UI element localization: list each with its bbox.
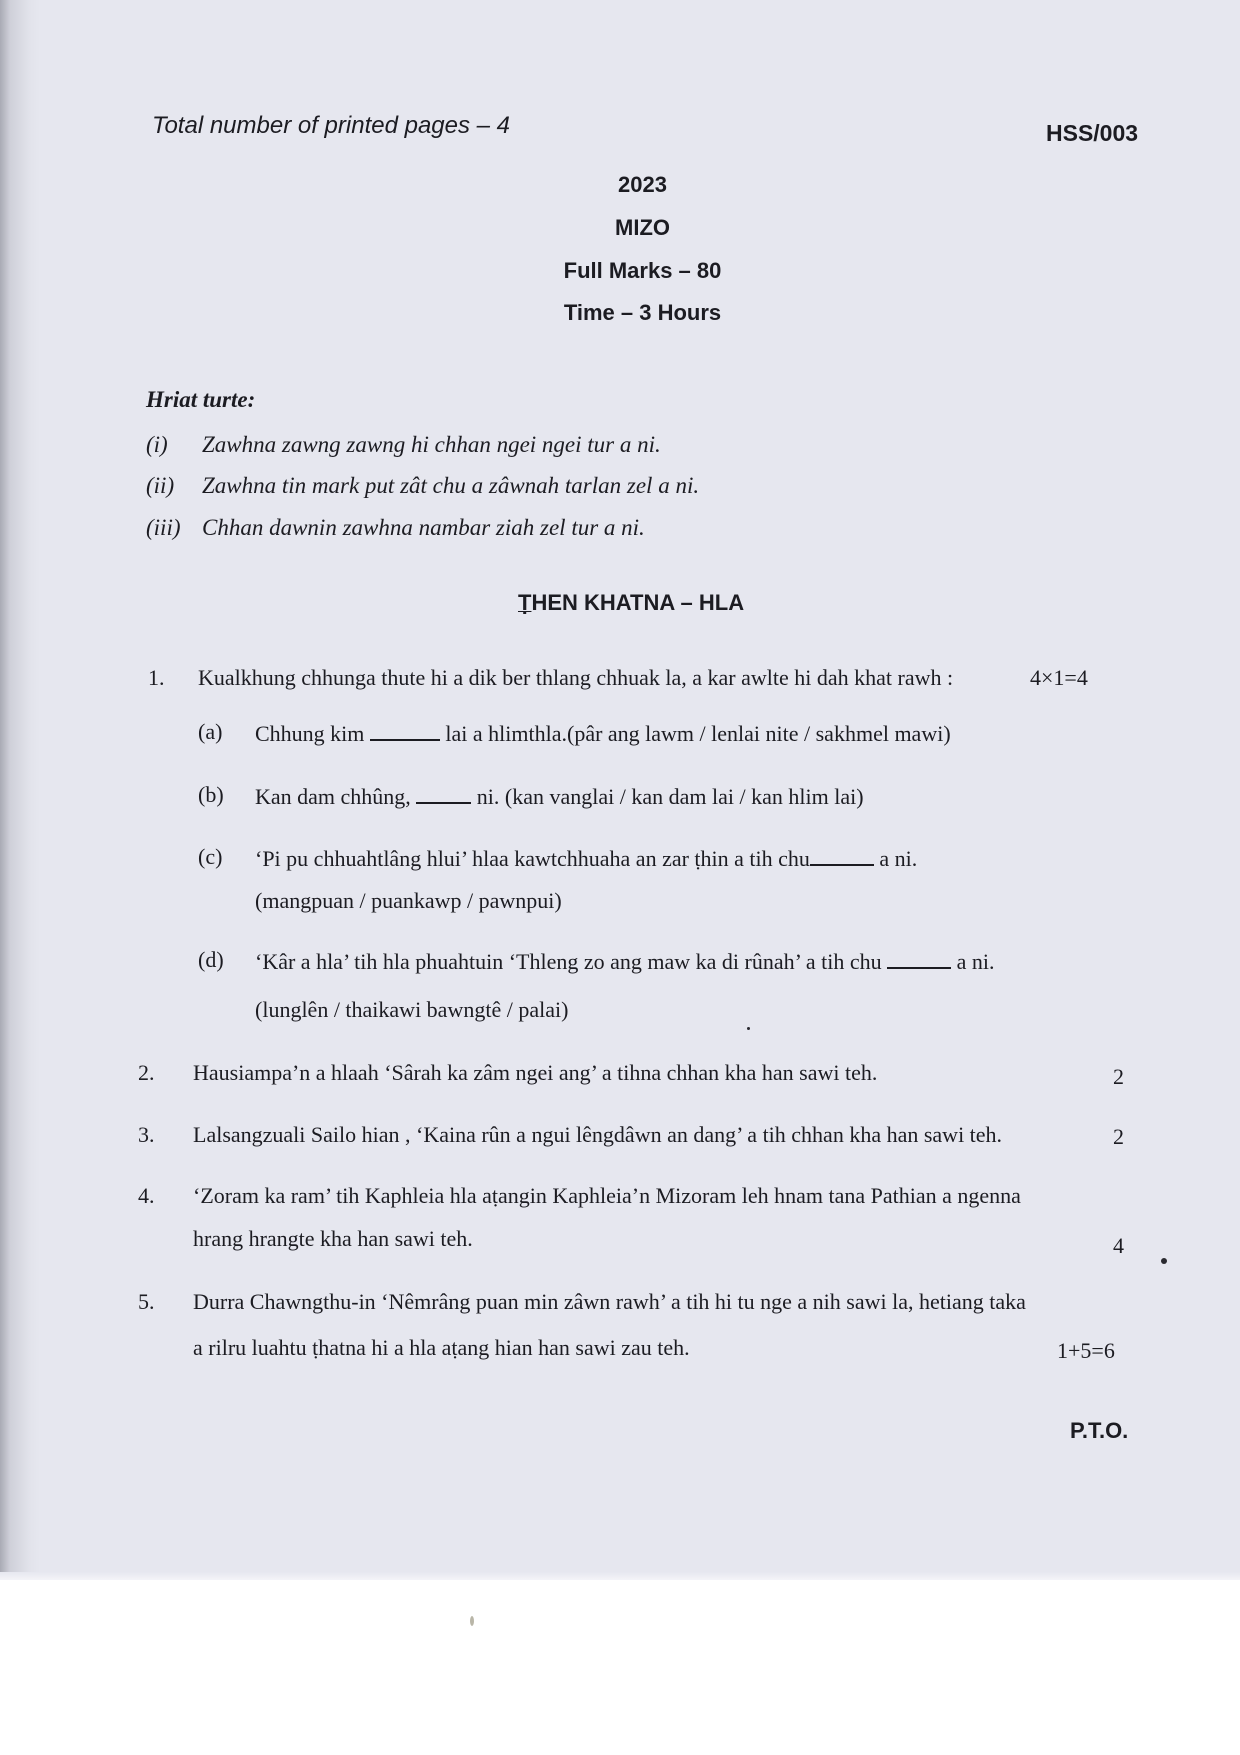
instruction-number: (i) <box>146 432 168 457</box>
answer-blank <box>416 782 471 804</box>
subquestion-text: lai a hlimthla.(pâr ang lawm / lenlai nite / sakhmel mawi) <box>445 720 951 746</box>
subquestion-text: a ni. <box>956 948 995 974</box>
instruction-text: Zawhna tin mark put zât chu a zâwnah tarlan zel a ni. <box>202 473 700 498</box>
answer-blank <box>887 947 951 969</box>
please-turn-over: P.T.O. <box>1070 1418 1129 1443</box>
question-text: Kualkhung chhunga thute hi a dik ber thlang chhuak la, a kar awlte hi dah khat rawh : <box>198 665 954 690</box>
scan-speck <box>747 1027 750 1030</box>
section-heading-title: HEN KHATNA – HLA <box>531 590 745 615</box>
instruction-text: Zawhna zawng zawng hi chhan ngei ngei tur a ni. <box>202 432 661 457</box>
question-marks: 4×1=4 <box>1030 665 1088 690</box>
subquestion-text: Chhung kim <box>255 720 365 746</box>
instruction-text: Chhan dawnin zawhna nambar ziah zel tur a ni. <box>202 515 645 540</box>
scan-speck <box>470 1616 474 1626</box>
subquestion-text: ni. (kan vanglai / kan dam lai / kan hlim lai) <box>476 783 864 809</box>
subquestion-c <box>255 844 917 872</box>
exam-year: 2023 <box>618 172 667 197</box>
question-marks: 2 <box>1113 1064 1124 1089</box>
printed-pages-note: Total number of printed pages – 4 <box>152 112 511 139</box>
subquestion-text: ‘Kâr a hla’ tih hla phuahtuin ‘Thleng zo ang maw ka di rûnah’ a tih chu <box>255 948 882 974</box>
subquestion-label: (a) <box>198 719 223 744</box>
question-number: 2. <box>138 1060 155 1085</box>
question-marks: 4 <box>1113 1233 1124 1258</box>
time-allowed: Time – 3 Hours <box>563 300 722 325</box>
question-number: 5. <box>138 1289 155 1314</box>
paper-code: HSS/003 <box>1046 120 1139 146</box>
answer-blank <box>810 844 874 866</box>
question-text: Hausiampa’n a hlaah ‘Sârah ka zâm ngei ang’ a tihna chhan kha han sawi teh. <box>193 1060 878 1085</box>
question-text: Durra Chawngthu-in ‘Nêmrâng puan min zâwn rawh’ a tih hi tu nge a nih sawi la, hetiang taka <box>193 1289 1026 1314</box>
section-heading-prefix: Ṭ <box>518 590 532 615</box>
question-text: hrang hrangte kha han sawi teh. <box>193 1226 473 1251</box>
scan-speck <box>1161 1258 1167 1264</box>
question-number: 3. <box>138 1122 155 1147</box>
subquestion-d <box>255 947 994 975</box>
question-text: Lalsangzuali Sailo hian , ‘Kaina rûn a ngui lêngdâwn an dang’ a tih chhan kha han sawi teh. <box>193 1122 1003 1147</box>
page-bottom-edge <box>0 1572 1240 1580</box>
question-marks: 1+5=6 <box>1057 1338 1115 1363</box>
subquestion-label: (b) <box>198 782 224 807</box>
subquestion-text: Kan dam chhûng, <box>255 783 411 809</box>
subquestion-text: ‘Pi pu chhuahtlâng hlui’ hlaa kawtchhuaha an zar ṭhin a tih chu <box>255 845 810 871</box>
answer-blank <box>370 719 440 741</box>
instruction-number: (iii) <box>146 515 181 540</box>
subquestion-label: (d) <box>198 947 224 972</box>
question-text: ‘Zoram ka ram’ tih Kaphleia hla aṭangin Kaphleia’n Mizoram leh hnam tana Pathian a ngenna <box>193 1183 1021 1208</box>
instructions-title: Hriat turte: <box>146 387 256 412</box>
question-text: a rilru luahtu ṭhatna hi a hla aṭang hian han sawi zau teh. <box>193 1335 690 1360</box>
subquestion-b <box>255 782 864 810</box>
full-marks: Full Marks – 80 <box>563 258 722 283</box>
question-number: 4. <box>138 1183 155 1208</box>
instruction-item <box>146 473 699 499</box>
subquestion-label: (c) <box>198 844 223 869</box>
subquestion-options: (lunglên / thaikawi bawngtê / palai) <box>255 997 569 1022</box>
question-marks: 2 <box>1113 1124 1124 1149</box>
instruction-item <box>146 515 645 541</box>
subject-title: MIZO <box>615 215 670 240</box>
question-number: 1. <box>148 665 165 690</box>
subquestion-options: (mangpuan / puankawp / pawnpui) <box>255 888 562 913</box>
page-edge-shadow <box>0 0 40 1580</box>
subquestion-a <box>255 719 951 747</box>
instruction-number: (ii) <box>146 473 175 498</box>
subquestion-text: a ni. <box>879 845 918 871</box>
section-heading <box>518 590 744 616</box>
instruction-item <box>146 432 661 458</box>
